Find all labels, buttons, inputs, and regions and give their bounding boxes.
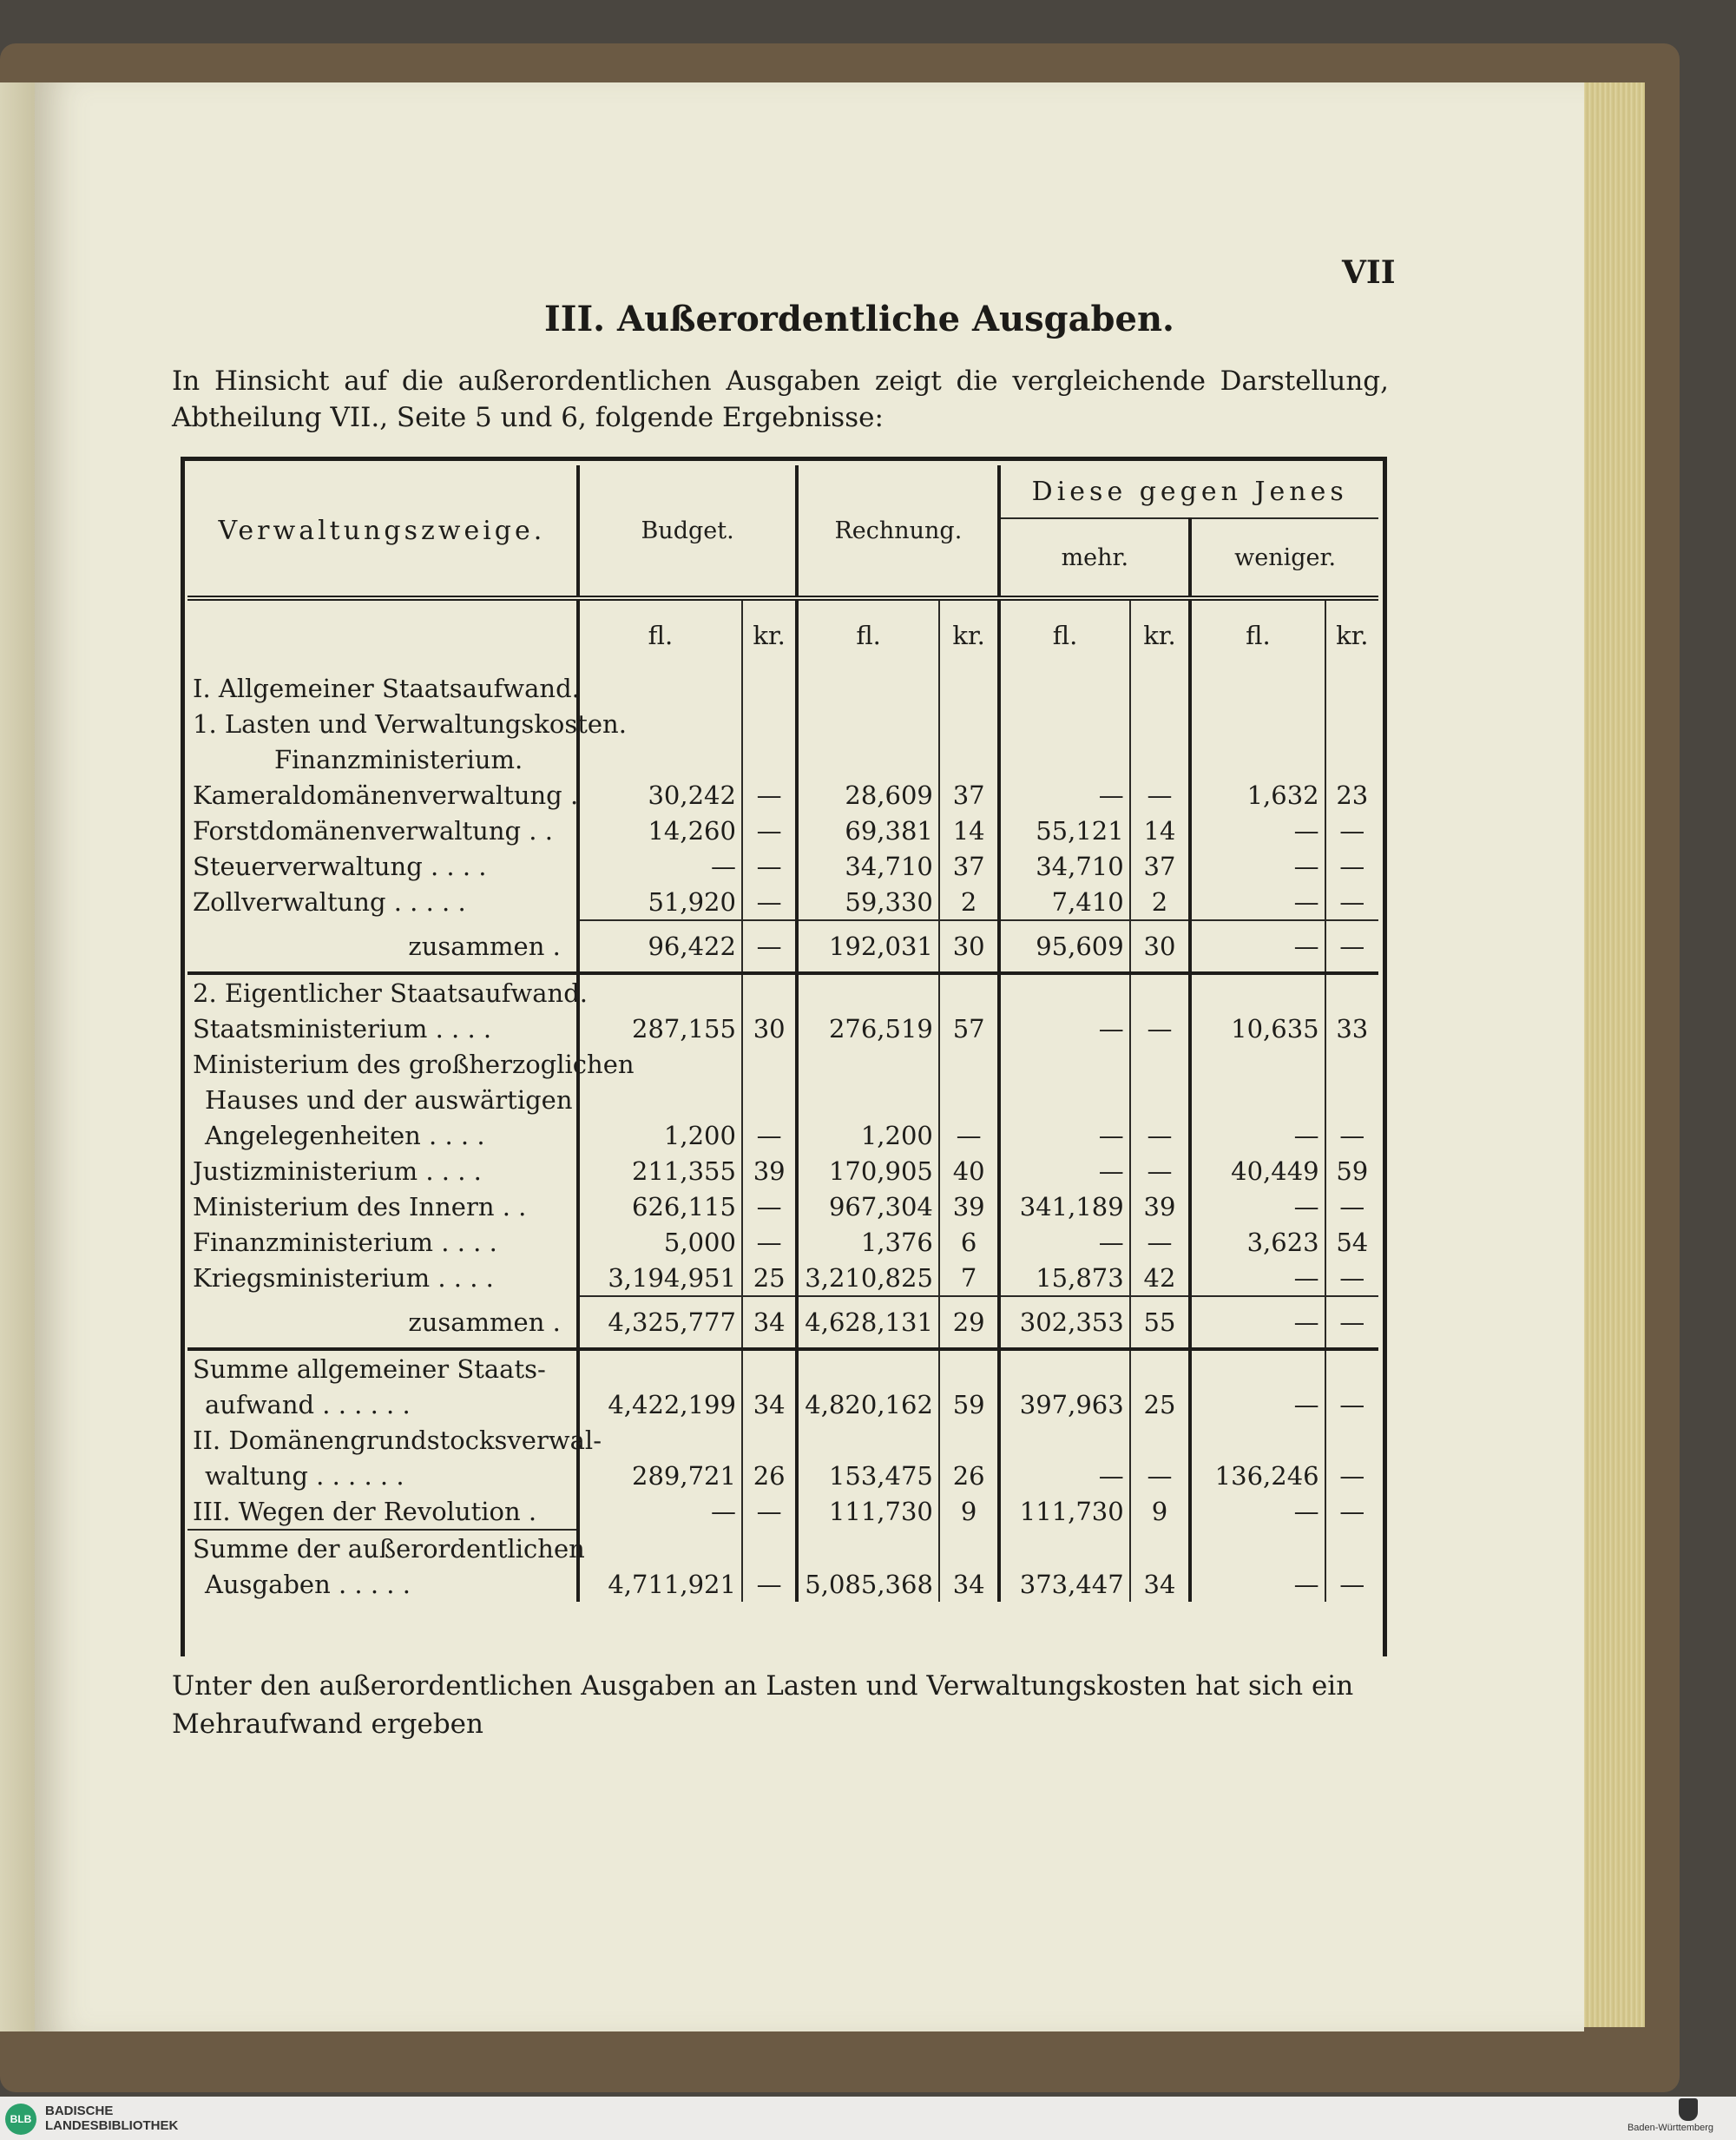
table-cell: — — [1325, 848, 1378, 884]
table-cell — [1190, 706, 1325, 741]
table-cell — [1325, 706, 1378, 741]
section-heading: III. Außerordentliche Ausgaben. — [544, 299, 1174, 339]
table-cell — [1190, 670, 1325, 706]
table-cell: 29 — [939, 1296, 1000, 1349]
row-label: aufwand . . . . . . — [205, 1389, 411, 1419]
table-cell: — — [1130, 1117, 1191, 1153]
unit-header-fl: fl. — [1190, 598, 1325, 670]
row-label: 1. Lasten und Verwaltungskosten. — [193, 708, 627, 739]
table-cell — [1130, 741, 1191, 777]
row-label: Kameraldomänenverwaltung . — [193, 780, 579, 810]
table-cell: 59,330 — [797, 884, 939, 920]
table-cell — [939, 1046, 1000, 1082]
table-cell — [1190, 1046, 1325, 1082]
table-cell — [939, 1082, 1000, 1117]
table-cell: 39 — [742, 1153, 797, 1189]
library-logo: BLB — [5, 2104, 36, 2135]
table-cell — [742, 1530, 797, 1566]
row-label: Ausgaben . . . . . — [205, 1569, 411, 1599]
table-cell: — — [1325, 1189, 1378, 1224]
table-cell: 30,242 — [578, 777, 742, 813]
table-cell: — — [1190, 1260, 1325, 1296]
table-cell — [999, 1349, 1129, 1386]
table-cell: 111,730 — [999, 1493, 1129, 1530]
table-cell: 39 — [1130, 1189, 1191, 1224]
table-cell: 14,260 — [578, 813, 742, 848]
table-row — [187, 1349, 1378, 1386]
expenditure-table — [181, 457, 1387, 1656]
table-cell — [797, 741, 939, 777]
library-name — [45, 2104, 178, 2133]
table-row — [187, 1011, 1378, 1046]
table-cell: 37 — [939, 777, 1000, 813]
table-cell — [742, 973, 797, 1011]
table-cell — [578, 1349, 742, 1386]
table-cell: 55,121 — [999, 813, 1129, 848]
table-row — [187, 741, 1378, 777]
table-cell: — — [999, 1011, 1129, 1046]
row-label: Ministerium des Innern . . — [193, 1191, 527, 1221]
table-cell — [1325, 1082, 1378, 1117]
table-row — [187, 1422, 1378, 1458]
row-label: zusammen . — [408, 931, 561, 961]
table-cell: 33 — [1325, 1011, 1378, 1046]
table-cell — [742, 1082, 797, 1117]
table-cell: 59 — [1325, 1153, 1378, 1189]
table-cell: 59 — [939, 1386, 1000, 1422]
table-cell: 55 — [1130, 1296, 1191, 1349]
table-cell — [797, 1046, 939, 1082]
row-label: Zollverwaltung . . . . . — [193, 887, 466, 917]
library-name-line-2: LANDESBIBLIOTHEK — [45, 2118, 179, 2133]
table-cell: 28,609 — [797, 777, 939, 813]
table-cell: 967,304 — [797, 1189, 939, 1224]
table-cell: 96,422 — [578, 920, 742, 973]
table-cell: 276,519 — [797, 1011, 939, 1046]
table-cell — [1130, 973, 1191, 1011]
table-cell: — — [999, 1224, 1129, 1260]
table-row — [187, 1458, 1378, 1493]
table-cell: 34,710 — [999, 848, 1129, 884]
table-cell — [939, 741, 1000, 777]
table-cell — [1190, 741, 1325, 777]
table-row — [187, 973, 1378, 1011]
table-cell — [1130, 670, 1191, 706]
table-cell: — — [999, 1458, 1129, 1493]
table-cell: 39 — [939, 1189, 1000, 1224]
row-label: Summe allgemeiner Staats- — [187, 1349, 578, 1386]
table-cell — [797, 1530, 939, 1566]
table-cell: 289,721 — [578, 1458, 742, 1493]
table-cell — [1325, 1349, 1378, 1386]
table-cell: 341,189 — [999, 1189, 1129, 1224]
table-row — [187, 1224, 1378, 1260]
table-row — [187, 1153, 1378, 1189]
table-row — [187, 706, 1378, 741]
table-cell: 26 — [742, 1458, 797, 1493]
table-cell: 34 — [1130, 1566, 1191, 1602]
table-cell: 40,449 — [1190, 1153, 1325, 1189]
coat-of-arms-icon — [1679, 2098, 1698, 2121]
table-cell: — — [742, 884, 797, 920]
table-row — [187, 1046, 1378, 1082]
table-cell: 10,635 — [1190, 1011, 1325, 1046]
table-cell: — — [999, 1153, 1129, 1189]
table-cell — [999, 1422, 1129, 1458]
unit-header-blank — [187, 598, 578, 670]
table-cell — [742, 741, 797, 777]
table-cell: 30 — [939, 920, 1000, 973]
table-cell: 170,905 — [797, 1153, 939, 1189]
table-cell: 1,200 — [797, 1117, 939, 1153]
table-cell: 37 — [939, 848, 1000, 884]
table-cell — [999, 1530, 1129, 1566]
column-header-rechnung: Rechnung. — [797, 465, 999, 598]
partner-name: Baden-Württemberg — [1627, 2123, 1713, 2133]
page-number: VII — [1342, 254, 1396, 291]
table-cell: — — [939, 1117, 1000, 1153]
table-cell: — — [742, 1189, 797, 1224]
closing-paragraph: Unter den außerordentlichen Ausgaben an Lasten und Verwaltungskosten hat sich ein Mehraufwand ergeben — [172, 1670, 1354, 1740]
row-label: zusammen . — [408, 1307, 561, 1337]
table-cell: 373,447 — [999, 1566, 1129, 1602]
table-row — [187, 1566, 1378, 1602]
table-cell: 34 — [742, 1296, 797, 1349]
table-cell: — — [1325, 1458, 1378, 1493]
row-label: Forstdomänenverwaltung . . — [193, 815, 553, 846]
table-row — [187, 1493, 1378, 1530]
table-cell: 3,194,951 — [578, 1260, 742, 1296]
table-cell: — — [1190, 884, 1325, 920]
row-label: waltung . . . . . . — [205, 1460, 404, 1491]
table-cell: — — [1130, 1011, 1191, 1046]
table-cell: — — [1325, 1386, 1378, 1422]
table-cell: 1,632 — [1190, 777, 1325, 813]
row-label: I. Allgemeiner Staatsaufwand. — [193, 673, 580, 703]
table-row — [187, 1082, 1378, 1117]
table-cell: — — [1130, 1458, 1191, 1493]
table-cell: — — [1130, 777, 1191, 813]
table-body — [187, 670, 1378, 1602]
table-cell — [999, 973, 1129, 1011]
data-table — [187, 465, 1378, 1602]
table-cell: 5,085,368 — [797, 1566, 939, 1602]
table-cell — [999, 1082, 1129, 1117]
table-cell — [742, 706, 797, 741]
column-header-budget: Budget. — [578, 465, 798, 598]
table-cell: — — [742, 777, 797, 813]
table-cell: 37 — [1130, 848, 1191, 884]
table-cell: — — [742, 920, 797, 973]
table-cell: — — [742, 1493, 797, 1530]
row-label: 2. Eigentlicher Staatsaufwand. — [187, 973, 578, 1011]
library-name-line-1: BADISCHE — [45, 2104, 114, 2118]
table-cell: — — [1325, 884, 1378, 920]
table-cell: 136,246 — [1190, 1458, 1325, 1493]
table-cell: 95,609 — [999, 920, 1129, 973]
table-cell: 4,422,199 — [578, 1386, 742, 1422]
table-cell — [939, 1349, 1000, 1386]
table-cell — [1190, 1082, 1325, 1117]
table-cell: 2 — [939, 884, 1000, 920]
table-cell: 30 — [742, 1011, 797, 1046]
viewer-footer — [0, 2097, 1736, 2140]
table-cell: 5,000 — [578, 1224, 742, 1260]
table-cell: 6 — [939, 1224, 1000, 1260]
table-cell: — — [1130, 1153, 1191, 1189]
table-cell: — — [1190, 1296, 1325, 1349]
table-cell: — — [1325, 813, 1378, 848]
column-header-verwaltungszweige: Verwaltungszweige. — [218, 515, 546, 546]
table-cell — [742, 1422, 797, 1458]
table-cell — [999, 1046, 1129, 1082]
page-block-edge — [1580, 82, 1645, 2027]
table-cell: 397,963 — [999, 1386, 1129, 1422]
table-cell — [999, 670, 1129, 706]
table-cell: — — [999, 777, 1129, 813]
table-cell: 51,920 — [578, 884, 742, 920]
table-cell: 9 — [939, 1493, 1000, 1530]
row-label: Hauses und der auswärtigen — [205, 1084, 573, 1115]
table-row — [187, 1296, 1378, 1349]
table-cell — [939, 973, 1000, 1011]
table-cell: — — [578, 1493, 742, 1530]
table-top-rule — [181, 457, 1387, 461]
intro-paragraph: In Hinsicht auf die außerordentlichen Ausgaben zeigt die vergleichende Darstellung, Abtheilung VII., Seite 5 und 6, folgende Ergebnisse: — [172, 365, 1389, 433]
table-cell: 2 — [1130, 884, 1191, 920]
column-group-header: Diese gegen Jenes — [999, 465, 1378, 518]
table-cell: 40 — [939, 1153, 1000, 1189]
table-cell — [1130, 1082, 1191, 1117]
table-cell: 626,115 — [578, 1189, 742, 1224]
table-row — [187, 920, 1378, 973]
table-cell: 1,376 — [797, 1224, 939, 1260]
table-cell: — — [1190, 1189, 1325, 1224]
table-cell: 34,710 — [797, 848, 939, 884]
table-row — [187, 1260, 1378, 1296]
table-cell: — — [1190, 813, 1325, 848]
table-cell — [578, 973, 742, 1011]
table-cell — [578, 1530, 742, 1566]
table-cell: — — [1325, 1260, 1378, 1296]
table-cell — [1190, 1349, 1325, 1386]
table-cell: 211,355 — [578, 1153, 742, 1189]
table-cell: 69,381 — [797, 813, 939, 848]
table-cell: 192,031 — [797, 920, 939, 973]
table-cell — [1325, 741, 1378, 777]
row-label: Summe der außerordentlichen — [187, 1530, 578, 1566]
table-cell: — — [1190, 848, 1325, 884]
unit-header-kr: kr. — [1325, 598, 1378, 670]
table-row — [187, 848, 1378, 884]
table-cell: 111,730 — [797, 1493, 939, 1530]
table-cell: 1,200 — [578, 1117, 742, 1153]
table-cell — [1325, 1422, 1378, 1458]
table-cell — [742, 670, 797, 706]
table-cell — [999, 706, 1129, 741]
table-row — [187, 670, 1378, 706]
table-cell — [1325, 1530, 1378, 1566]
table-row — [187, 813, 1378, 848]
table-cell — [1130, 1422, 1191, 1458]
table-cell: — — [1190, 1117, 1325, 1153]
table-cell: 153,475 — [797, 1458, 939, 1493]
column-header-weniger: weniger. — [1190, 518, 1378, 598]
table-cell — [797, 706, 939, 741]
table-cell: — — [742, 1566, 797, 1602]
table-cell: 30 — [1130, 920, 1191, 973]
table-cell — [1190, 1530, 1325, 1566]
table-cell: 25 — [1130, 1386, 1191, 1422]
table-cell: — — [999, 1117, 1129, 1153]
table-cell — [578, 1082, 742, 1117]
unit-header-kr: kr. — [742, 598, 797, 670]
unit-header-fl: fl. — [578, 598, 742, 670]
table-cell — [939, 1530, 1000, 1566]
table-cell: 14 — [1130, 813, 1191, 848]
table-cell: — — [578, 848, 742, 884]
table-cell: 4,628,131 — [797, 1296, 939, 1349]
table-cell: 9 — [1130, 1493, 1191, 1530]
unit-header-fl: fl. — [999, 598, 1129, 670]
table-right-rule — [1383, 457, 1387, 1656]
row-label: Justizministerium . . . . — [193, 1156, 482, 1186]
table-cell: — — [1190, 920, 1325, 973]
table-cell — [999, 741, 1129, 777]
table-cell: 15,873 — [999, 1260, 1129, 1296]
table-cell: — — [1325, 1566, 1378, 1602]
table-cell: 34 — [939, 1566, 1000, 1602]
table-cell: 42 — [1130, 1260, 1191, 1296]
table-cell: 4,325,777 — [578, 1296, 742, 1349]
row-label: III. Wegen der Revolution . — [193, 1496, 537, 1526]
table-cell: — — [1190, 1386, 1325, 1422]
table-cell: — — [742, 1117, 797, 1153]
table-cell — [1130, 706, 1191, 741]
table-cell — [797, 1422, 939, 1458]
row-label: Finanzministerium. — [274, 744, 523, 774]
row-label: Angelegenheiten . . . . — [205, 1120, 485, 1150]
table-cell — [1325, 670, 1378, 706]
table-cell — [939, 670, 1000, 706]
table-cell: — — [742, 813, 797, 848]
table-cell — [939, 706, 1000, 741]
table-row — [187, 777, 1378, 813]
table-cell: — — [742, 1224, 797, 1260]
table-cell: 287,155 — [578, 1011, 742, 1046]
table-cell: 54 — [1325, 1224, 1378, 1260]
row-label: Steuerverwaltung . . . . — [193, 851, 487, 881]
table-cell — [578, 670, 742, 706]
table-row — [187, 1189, 1378, 1224]
table-cell: 14 — [939, 813, 1000, 848]
table-cell — [578, 741, 742, 777]
table-cell: 3,623 — [1190, 1224, 1325, 1260]
table-cell — [797, 670, 939, 706]
table-row — [187, 1386, 1378, 1422]
table-cell — [939, 1422, 1000, 1458]
table-row — [187, 1530, 1378, 1566]
table-cell — [1130, 1349, 1191, 1386]
table-cell — [1190, 973, 1325, 1011]
table-row — [187, 1117, 1378, 1153]
table-cell: 25 — [742, 1260, 797, 1296]
table-cell: — — [1325, 1296, 1378, 1349]
column-header-mehr: mehr. — [999, 518, 1190, 598]
table-cell: — — [742, 848, 797, 884]
table-cell: — — [1130, 1224, 1191, 1260]
unit-header-fl: fl. — [797, 598, 939, 670]
table-cell: 23 — [1325, 777, 1378, 813]
row-label: Finanzministerium . . . . — [193, 1227, 497, 1257]
table-cell: — — [1325, 1117, 1378, 1153]
table-cell — [742, 1349, 797, 1386]
table-cell: 302,353 — [999, 1296, 1129, 1349]
table-cell: 7 — [939, 1260, 1000, 1296]
unit-header-kr: kr. — [939, 598, 1000, 670]
table-cell — [1190, 1422, 1325, 1458]
table-cell: 3,210,825 — [797, 1260, 939, 1296]
table-cell — [797, 973, 939, 1011]
table-cell: 4,711,921 — [578, 1566, 742, 1602]
table-cell: 4,820,162 — [797, 1386, 939, 1422]
table-cell: 57 — [939, 1011, 1000, 1046]
table-cell — [1325, 1046, 1378, 1082]
row-label: Kriegsministerium . . . . — [193, 1263, 494, 1293]
table-cell — [1325, 973, 1378, 1011]
table-left-rule — [181, 457, 185, 1656]
row-label: II. Domänengrundstocksverwal- — [193, 1425, 602, 1455]
previous-page-edge — [0, 82, 35, 2031]
table-row — [187, 884, 1378, 920]
table-cell — [797, 1082, 939, 1117]
unit-header-kr: kr. — [1130, 598, 1191, 670]
table-cell: 26 — [939, 1458, 1000, 1493]
table-cell — [1130, 1046, 1191, 1082]
table-cell — [797, 1349, 939, 1386]
table-cell: 7,410 — [999, 884, 1129, 920]
table-cell: — — [1190, 1493, 1325, 1530]
table-cell — [1130, 1530, 1191, 1566]
table-cell — [578, 1422, 742, 1458]
row-label: Staatsministerium . . . . — [193, 1013, 492, 1044]
table-cell: — — [1190, 1566, 1325, 1602]
table-cell: — — [1325, 1493, 1378, 1530]
table-cell: — — [1325, 920, 1378, 973]
table-cell — [742, 1046, 797, 1082]
row-label: Ministerium des großherzoglichen — [193, 1049, 635, 1079]
table-cell: 34 — [742, 1386, 797, 1422]
